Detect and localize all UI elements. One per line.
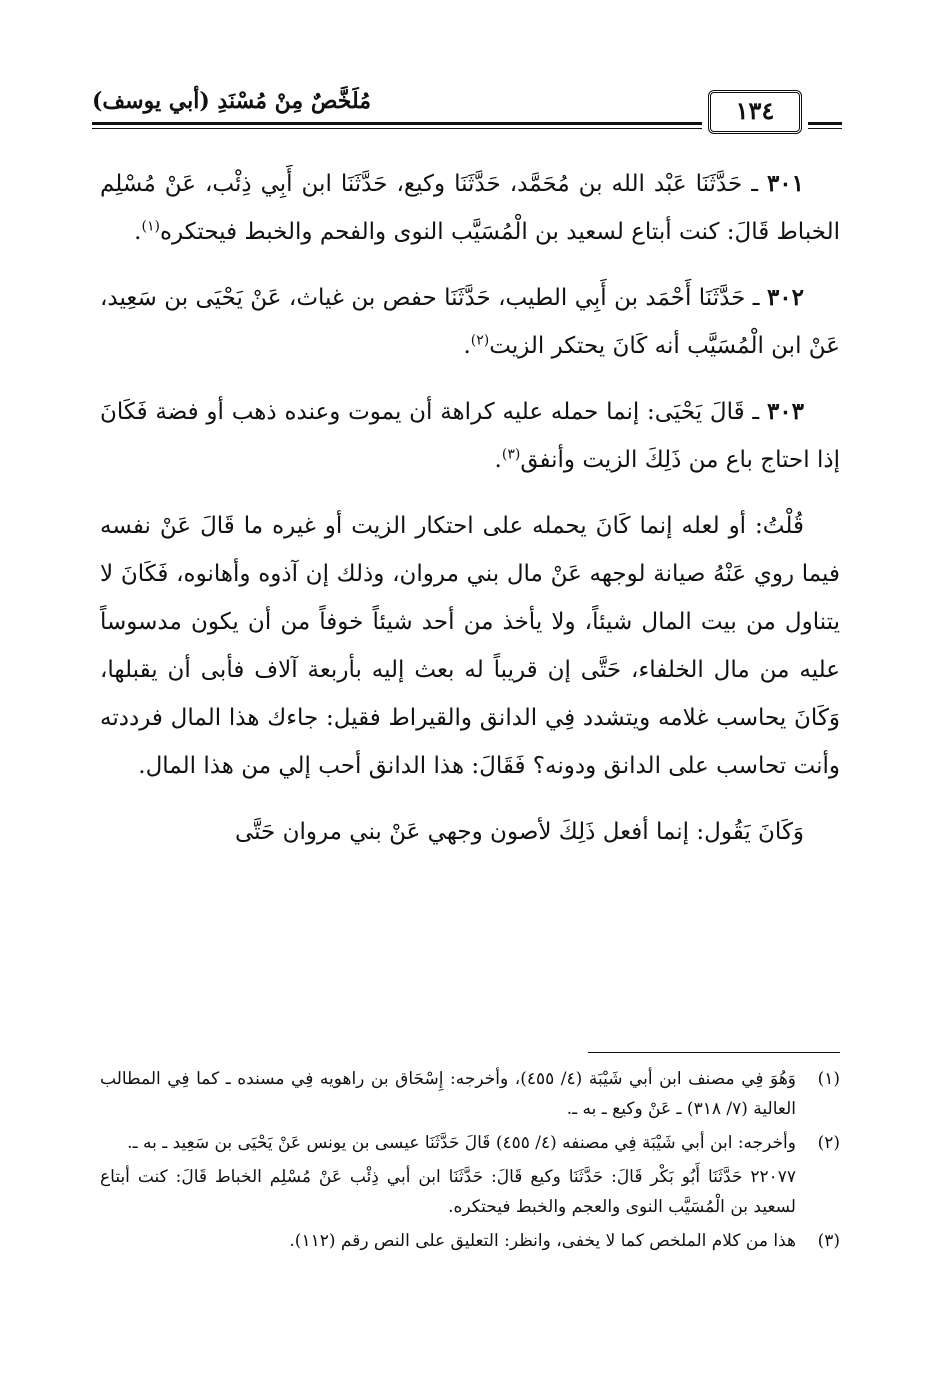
paragraph-302 bbox=[100, 274, 840, 370]
footnote-ref: (١) bbox=[141, 218, 160, 235]
header-rule-right bbox=[808, 122, 842, 129]
hadith-number: ٣٠١ bbox=[766, 170, 804, 197]
paragraph-end: . bbox=[463, 333, 471, 359]
footnote-number: (٣) bbox=[817, 1231, 840, 1251]
footnote-2 bbox=[100, 1128, 840, 1158]
footnote-number: (١) bbox=[817, 1069, 840, 1089]
footnote-text: هذا من كلام الملخص كما لا يخفى، وانظر: التعليق على النص رقم (١١٢). bbox=[289, 1231, 796, 1251]
footnote-1 bbox=[100, 1064, 840, 1124]
paragraph-text: ـ قَالَ يَحْيَى: إنما حمله عليه كراهة أن يموت وعنده ذهب أو فضة فَكَانَ إذا احتاج باع من ذَلِكَ الزيت وأنفق bbox=[100, 399, 840, 473]
footnote-2-quote: ٢٢٠٧٧ حَدَّثَنَا أَبُو بَكْر قَالَ: حَدَّثَنَا وكيع قَالَ: حَدَّثَنَا ابن أبي ذِئْب عَنْ مُسْلِم الخباط قَالَ: كنت أبتاع لسعيد بن الْمُسَيَّب النوى والعجم والخبط فيحتكره. bbox=[100, 1167, 796, 1217]
footnote-ref: (٣) bbox=[501, 446, 521, 463]
footnote-separator bbox=[588, 1052, 840, 1053]
running-title: مُلَخَّصٌ مِنْ مُسْنَدِ (أبي يوسف) bbox=[92, 88, 372, 114]
footnote-3 bbox=[100, 1226, 840, 1256]
footnotes bbox=[100, 1064, 840, 1260]
paragraph-end: . bbox=[494, 447, 502, 473]
paragraph-text: ـ حَدَّثَنَا أَحْمَد بن أَبِي الطيب، حَدَّثَنَا حفص بن غياث، عَنْ يَحْيَى بن سَعِيد، عَنْ ابن الْمُسَيَّب أنه كَانَ يحتكر الزيت bbox=[100, 285, 840, 359]
footnote-text: وأخرجه: ابن أبي شَيْبَة فِي مصنفه (٤/ ٤٥٥) قَالَ حَدَّثَنَا عيسى بن يونس عَنْ يَحْيَى بن سَعِيد ـ به ـ. bbox=[127, 1133, 796, 1153]
paragraph-303 bbox=[100, 388, 840, 484]
paragraph-text: ـ حَدَّثَنَا عَبْد الله بن مُحَمَّد، حَدَّثَنَا وكيع، حَدَّثَنَا ابن أَبِي ذِئْب، عَنْ مُسْلِم الخباط قَالَ: كنت أبتاع لسعيد بن الْمُسَيَّب النوى والفحم والخبط فيحتكره bbox=[100, 171, 840, 245]
page-number: ١٣٤ bbox=[735, 96, 775, 125]
page-number-box bbox=[708, 90, 802, 134]
paragraph-continued: وَكَانَ يَقُول: إنما أفعل ذَلِكَ لأصون وجهي عَنْ بني مروان حَتَّى bbox=[234, 819, 804, 845]
footnote-text: وَهُوَ فِي مصنف ابن أبي شَيْبَة (٤/ ٤٥٥)، وأخرجه: إِسْحَاق بن راهويه فِي مسنده ـ كما فِي المطالب العالية (٧/ ٣١٨) ـ عَنْ وكيع ـ به ـ. bbox=[100, 1069, 796, 1119]
paragraph-qultu: قُلْتُ: أو لعله إنما كَانَ يحمله على احتكار الزيت أو غيره ما قَالَ عَنْ نفسه فيما روي عَنْهُ صيانة لوجهه عَنْ مال بني مروان، وذلك إن آذوه وأهانوه، فَكَانَ لا يتناول من بيت المال شيئاً، ولا يأخذ من أحد شيئاً خوفاً من أن يكون مدسوساً عليه من مال الخلفاء، حَتَّى إن قريباً له بعث إليه بأربعة آلاف فأبى أن يقبلها، وَكَانَ يحاسب غلامه ويتشدد فِي الدانق والقيراط فقيل: جاءك هذا المال فرددته وأنت تحاسب على الدانق ودونه؟ فَقَالَ: هذا الدانق أحب إلي من هذا المال. bbox=[100, 513, 840, 779]
footnote-number: (٢) bbox=[817, 1133, 840, 1153]
page-header bbox=[92, 84, 842, 132]
paragraph-301 bbox=[100, 160, 840, 256]
footnote-ref: (٢) bbox=[470, 332, 490, 349]
paragraph-end: . bbox=[134, 219, 142, 245]
hadith-number: ٣٠٢ bbox=[766, 284, 804, 311]
hadith-number: ٣٠٣ bbox=[766, 398, 804, 425]
header-rule-left bbox=[92, 122, 702, 129]
main-text bbox=[100, 160, 840, 856]
